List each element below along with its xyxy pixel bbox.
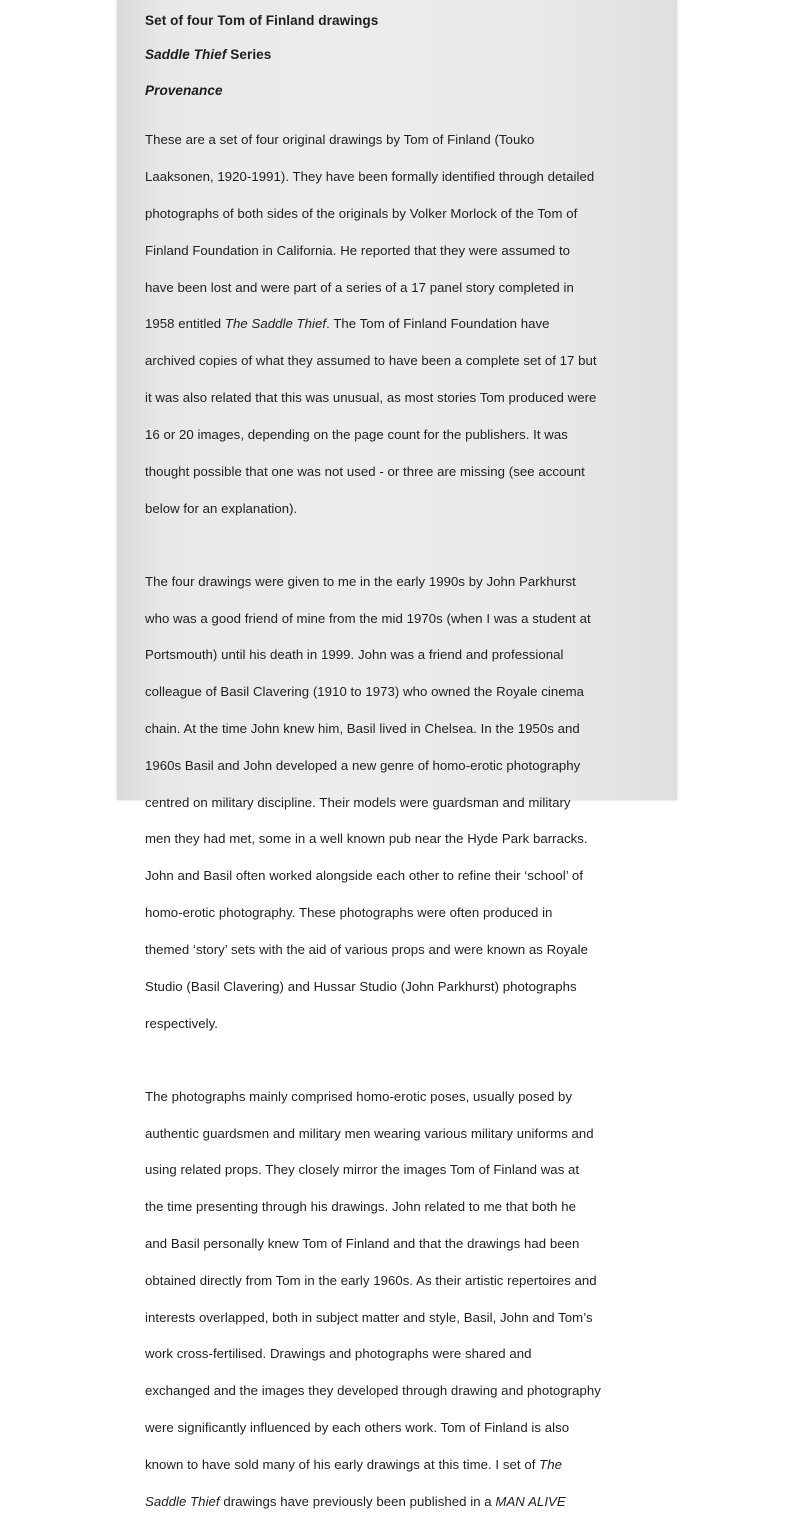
text-line: Laaksonen, 1920-1991). They have been formally identified through detailed xyxy=(145,169,595,185)
document-title: Set of four Tom of Finland drawings xyxy=(145,13,379,28)
series-title xyxy=(145,46,670,64)
text-line: it was also related that this was unusual, as most stories Tom produced were xyxy=(145,390,597,406)
text-line: the time presenting through his drawings. John related to me that both he xyxy=(145,1199,577,1215)
document-body xyxy=(145,12,670,1529)
paragraph-2 xyxy=(145,554,670,1051)
text-line: homo-erotic photography. These photographs were often produced in xyxy=(145,905,553,921)
text-line: 1960s Basil and John developed a new genre of homo-erotic photography xyxy=(145,757,581,773)
text-line: men they had met, some in a well known pub near the Hyde Park barracks. xyxy=(145,831,588,847)
text-line xyxy=(145,1493,670,1511)
text-fragment: . The Tom of Finland Foundation have xyxy=(326,316,550,332)
text-line: interests overlapped, both in subject matter and style, Basil, John and Tom’s xyxy=(145,1309,593,1325)
text-line: Studio (Basil Clavering) and Hussar Studio (John Parkhurst) photographs xyxy=(145,978,577,994)
text-line: respectively. xyxy=(145,1015,218,1031)
paragraph-3 xyxy=(145,1069,670,1529)
text-line: archived copies of what they assumed to have been a complete set of 17 but xyxy=(145,353,597,369)
text-line: authentic guardsmen and military men wearing various military uniforms and xyxy=(145,1125,594,1141)
text-fragment: known to have sold many of his early drawings at this time. I set of xyxy=(145,1456,540,1472)
text-line: centred on military discipline. Their models were guardsman and military xyxy=(145,794,571,810)
text-line xyxy=(145,1456,670,1474)
text-line: exchanged and the images they developed through drawing and photography xyxy=(145,1383,601,1399)
magazine-title: MAN ALIVE xyxy=(495,1493,566,1509)
text-line: These are a set of four original drawings by Tom of Finland (Touko xyxy=(145,132,535,148)
text-fragment: 1958 entitled xyxy=(145,316,225,332)
section-heading-provenance: Provenance xyxy=(145,83,223,98)
text-line: Finland Foundation in California. He reported that they were assumed to xyxy=(145,242,571,258)
text-line: 16 or 20 images, depending on the page count for the publishers. It was xyxy=(145,426,568,442)
text-line: John and Basil often worked alongside each other to refine their ‘school’ of xyxy=(145,868,584,884)
text-line: The photographs mainly comprised homo-erotic poses, usually posed by xyxy=(145,1088,573,1104)
text-line: who was a good friend of mine from the mid 1970s (when I was a student at xyxy=(145,610,591,626)
book-title: The Saddle Thief xyxy=(224,316,327,332)
text-line: thought possible that one was not used - or three are missing (see account xyxy=(145,463,585,479)
series-name: Saddle Thief xyxy=(145,47,227,62)
paragraph-1 xyxy=(145,113,670,536)
text-line: work cross-fertilised. Drawings and photographs were shared and xyxy=(145,1346,532,1362)
series-suffix: Series xyxy=(226,47,272,62)
text-line: using related props. They closely mirror the images Tom of Finland was at xyxy=(145,1162,580,1178)
text-line: Portsmouth) until his death in 1999. John was a friend and professional xyxy=(145,647,564,663)
text-line xyxy=(145,315,670,333)
italic-word: The xyxy=(539,1456,563,1472)
text-line: chain. At the time John knew him, Basil lived in Chelsea. In the 1950s and xyxy=(145,721,580,736)
text-line: obtained directly from Tom in the early 1960s. As their artistic repertoires and xyxy=(145,1272,597,1288)
text-line: below for an explanation). xyxy=(145,500,298,516)
text-line: were significantly influenced by each others work. Tom of Finland is also xyxy=(145,1420,570,1436)
text-line: have been lost and were part of a series of a 17 panel story completed in xyxy=(145,279,574,295)
text-fragment: drawings have previously been published in a xyxy=(219,1493,496,1509)
text-line: photographs of both sides of the originals by Volker Morlock of the Tom of xyxy=(145,206,578,222)
text-line: themed ‘story’ sets with the aid of various props and were known as Royale xyxy=(145,941,589,957)
text-line: colleague of Basil Clavering (1910 to 1973) who owned the Royale cinema xyxy=(145,684,585,700)
text-line: The four drawings were given to me in the early 1990s by John Parkhurst xyxy=(145,573,576,589)
book-title: Saddle Thief xyxy=(145,1493,220,1509)
text-line: and Basil personally knew Tom of Finland and that the drawings had been xyxy=(145,1235,580,1251)
